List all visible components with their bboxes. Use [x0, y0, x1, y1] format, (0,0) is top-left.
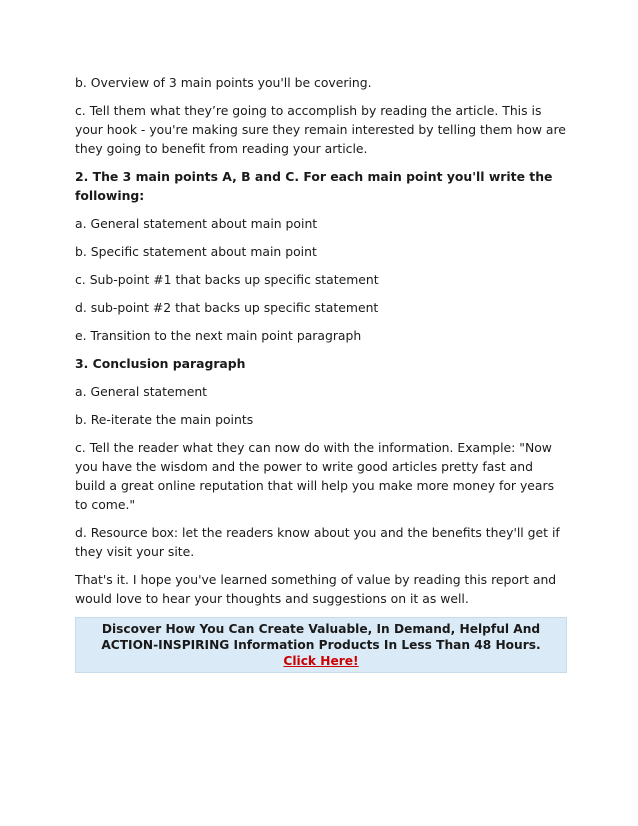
paragraph-specific-statement: b. Specific statement about main point [75, 244, 317, 259]
section-heading-conclusion: 3. Conclusion paragraph [75, 356, 246, 371]
paragraph-reader-action: c. Tell the reader what they can now do with the information. Example: "Now you have the wisdom and the power to write good articles pretty fast and build a great online reputation that will help you make more money for years to come." [75, 440, 555, 512]
paragraph-sub-point-1: c. Sub-point #1 that backs up specific statement [75, 272, 379, 287]
click-here-link[interactable]: Click Here! [283, 654, 359, 668]
cta-banner [75, 617, 567, 673]
paragraph-conclusion-general: a. General statement [75, 384, 208, 399]
paragraph-closing: That's it. I hope you've learned something of value by reading this report and would love to hear your thoughts and suggestions on it as well. [75, 572, 557, 606]
cta-text: Discover How You Can Create Valuable, In Demand, Helpful And ACTION-INSPIRING Information Products In Less Than 48 Hours. [101, 622, 541, 652]
paragraph-resource-box: d. Resource box: let the readers know about you and the benefits they'll get if they visit your site. [75, 525, 560, 559]
section-heading-main-points: 2. The 3 main points A, B and C. For each main point you'll write the following: [75, 169, 553, 203]
document-page [75, 73, 567, 673]
paragraph-reiterate: b. Re-iterate the main points [75, 412, 254, 427]
paragraph-transition: e. Transition to the next main point paragraph [75, 328, 362, 343]
paragraph-overview: b. Overview of 3 main points you'll be covering. [75, 75, 372, 90]
paragraph-hook: c. Tell them what they’re going to accomplish by reading the article. This is your hook - you're making sure they remain interested by telling them how are they going to benefit from reading your article. [75, 103, 566, 156]
body-paragraphs [75, 73, 567, 608]
paragraph-general-statement: a. General statement about main point [75, 216, 318, 231]
paragraph-sub-point-2: d. sub-point #2 that backs up specific statement [75, 300, 379, 315]
